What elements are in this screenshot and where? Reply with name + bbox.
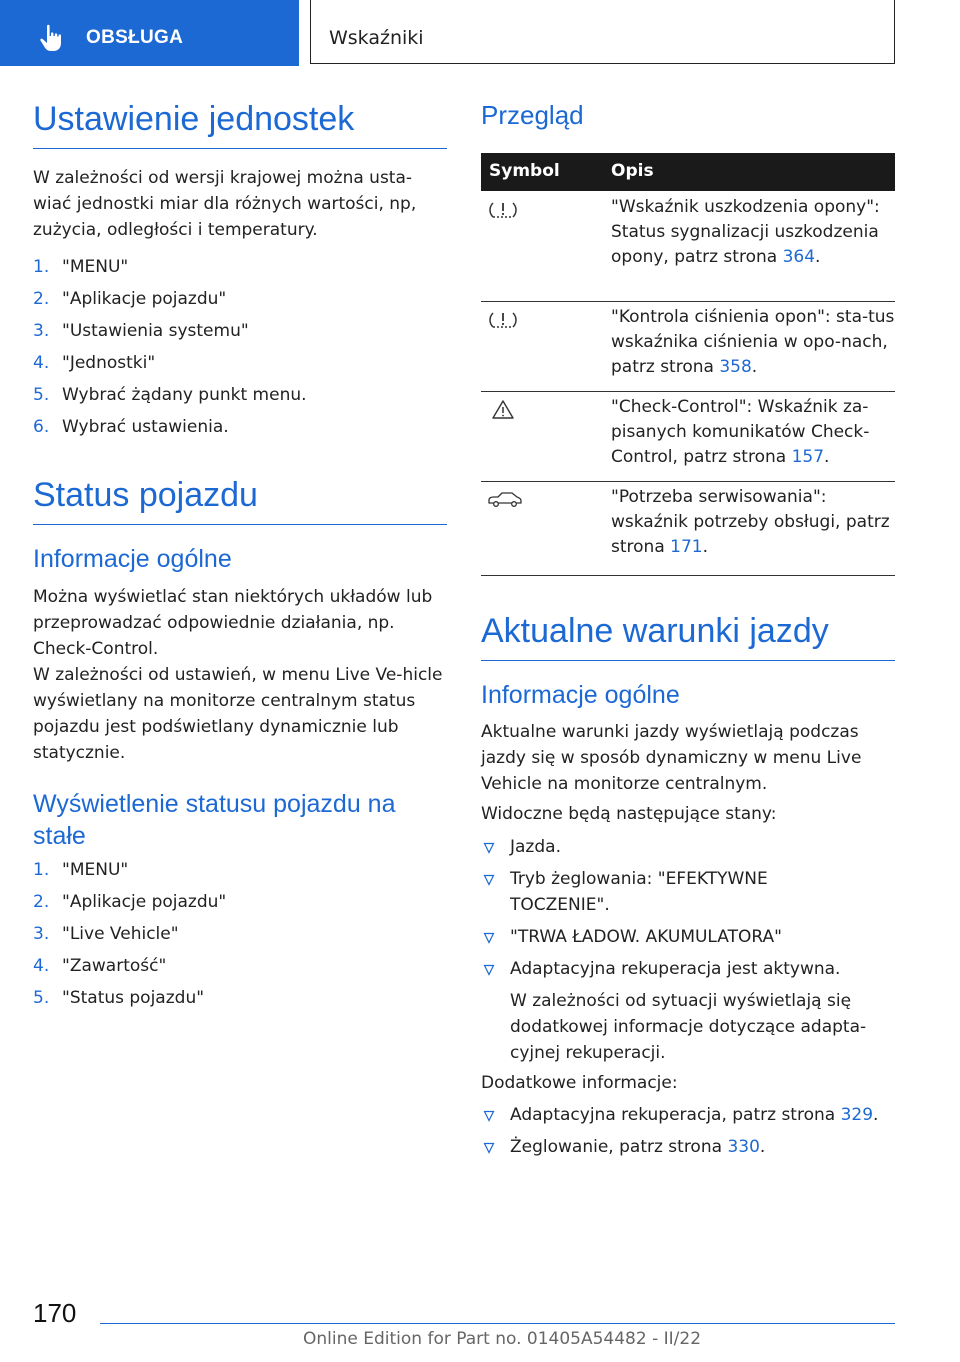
column-header-description: Opis <box>611 161 654 181</box>
units-heading: Ustawienie jednostek <box>33 100 447 149</box>
topic-box <box>310 0 895 64</box>
status-heading: Status pojazdu <box>33 476 447 525</box>
page-link[interactable]: 157 <box>791 447 825 467</box>
edition-note: Online Edition for Part no. 01405A54482 - II/22 <box>303 1329 702 1349</box>
general-heading: Informacje ogólne <box>33 545 232 573</box>
general-paragraph-1: Można wyświetlać stan niektórych układów lub przeprowadzać odpowiednie działania, np. Check-Control. <box>33 587 433 659</box>
page-link[interactable]: 364 <box>782 247 816 267</box>
row-description: "Wskaźnik uszkodzenia opony": Status sygnalizacji uszkodzenia opony, patrz strona 364. <box>611 197 880 267</box>
driving-general-heading: Informacje ogólne <box>481 681 680 709</box>
triangle-bullet-icon <box>483 1110 495 1122</box>
car-service-icon <box>483 487 525 513</box>
triangle-bullet-icon <box>483 964 495 976</box>
general-paragraph-2: W zależności od ustawień, w menu Live Ve-hicle wyświetlany na monitorze centralnym status pojazdu jest podświetlany dynamicznie lub statycznie. <box>33 665 443 763</box>
row-description: "Potrzeba serwisowania": wskaźnik potrzeby obsługi, patrz strona 171. <box>611 487 890 557</box>
triangle-bullet-icon <box>483 932 495 944</box>
table-header <box>481 153 895 191</box>
column-header-symbol: Symbol <box>489 161 560 181</box>
page-number: 170 <box>33 1298 77 1328</box>
triangle-bullet-icon <box>483 874 495 886</box>
table-row <box>481 191 895 302</box>
triangle-bullet-icon <box>483 842 495 854</box>
hand-pointer-icon <box>36 22 68 54</box>
driving-heading: Aktualne warunki jazdy <box>481 612 895 661</box>
tire-damage-icon <box>485 197 521 223</box>
page-header <box>0 0 960 66</box>
section-tab-label: OBSŁUGA <box>86 27 184 48</box>
permanent-heading: Wyświetlenie statusu pojazdu na stałe <box>33 790 396 850</box>
page-link[interactable]: 330 <box>727 1137 760 1157</box>
table-row <box>481 391 895 482</box>
row-description: "Check-Control": Wskaźnik za-pisanych komunikatów Check-Control, patrz strona 157. <box>611 397 870 467</box>
driving-paragraph-2: Widoczne będą następujące stany: <box>481 804 777 824</box>
page-link[interactable]: 329 <box>840 1105 874 1125</box>
page-link[interactable]: 358 <box>719 357 752 377</box>
additional-label: Dodatkowe informacje: <box>481 1073 678 1093</box>
section-tab <box>0 0 299 66</box>
footer-divider <box>100 1323 895 1324</box>
table-row <box>481 481 895 576</box>
row-description: "Kontrola ciśnienia opon": sta-tus wskaźnika ciśnienia w opo-nach, patrz strona 358. <box>611 307 895 377</box>
page-link[interactable]: 171 <box>670 537 703 557</box>
warning-triangle-icon <box>485 397 521 423</box>
units-intro: W zależności od wersji krajowej można usta-wiać jednostki miar dla różnych wartości, np, zużycia, odległości i temperatury. <box>33 168 417 240</box>
tire-pressure-icon <box>485 307 521 333</box>
table-row <box>481 301 895 392</box>
overview-heading: Przegląd <box>481 100 584 130</box>
driving-paragraph-1: Aktualne warunki jazdy wyświetlają podczas jazdy się w sposób dynamiczny w menu Live Vehicle na monitorze centralnym. <box>481 722 862 794</box>
triangle-bullet-icon <box>483 1142 495 1154</box>
topic-label: Wskaźniki <box>329 27 424 49</box>
